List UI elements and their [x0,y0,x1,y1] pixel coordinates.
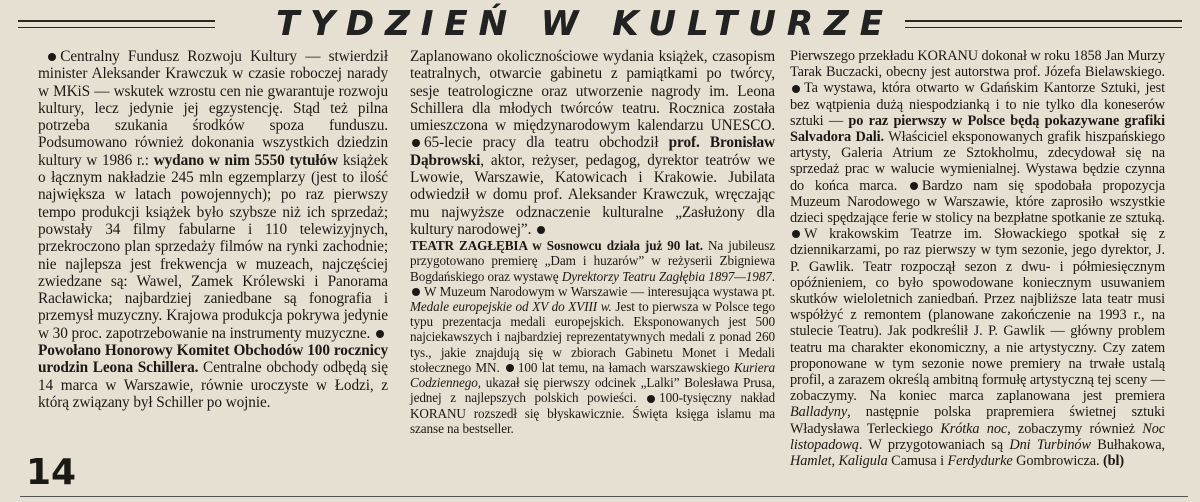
page-title: TYDZIEŃ W KULTURZE [276,4,894,44]
text: Centralny Fundusz Rozwoju Kultury — stwierdził minister Aleksander Krawczuk w czasie roboczej narady w MKiS — wskutek wzrostu cen nie gwarantuje rozwoju kultury, lecz jedynie jej egzystencję. Stąd też pilna potrzeba szukania środków spoza funduszu. Podsumowano również dokonania wszystkich dziedzin kultury w 1986 r.: [38,48,388,169]
text: Centralne obchody odbędą się 14 marca w Warszawie, równie uroczyste w Łodzi, z którą związany był Schiller po wojnie. [38,359,388,411]
text: Gombrowicza. [1012,453,1103,470]
italic-text: Balladyny [790,404,848,421]
text: książek o łącznym nakładzie 245 mln egzemplarzy (jest to ilość największa w latach powojennych); po raz pierwszy tempo produkcji książek było szybsze niż ich sprzedaż; powstały 34 filmy fabularne i 110 telewizyjnych, przekroczono plan sprzedaży filmów na rynki zachodnie; nie najlepsza jest frekwencja w muzeach, najczęściej zwiedzane są: Wawel, Zamek Królewski i Panorama Racławicka; najbardziej zaniedbane są fonografia i przemysł muzyczny. Krajowa produkcja pokrywa jedynie w 30 proc. zapotrzebowanie na instrumenty muzyczne. [38,151,388,342]
italic-text: Krótka noc [940,420,1008,437]
article-column-1 [38,48,388,411]
text: Na jubileusz przygotowano premierę „Dam i huzarów” w reżyserii Zbigniewa Bogdańskiego oraz wystawę [410,238,775,284]
text: Camusa i [887,453,948,470]
bold-text: prof. Bronisław Dąbrowski [410,134,775,169]
text: Jest to pierwsza w Polsce tego typu prezentacja medali europejskich. Eksponowanych jest 500 najciekawszych i najbardziej reprezentatywnych medali z ponad 260 tys., jakie znajdują się w zbiorach Gabinetu Monet i Medali stołecznego MN. [410,299,776,375]
text: , [831,453,839,470]
header-rule-right [905,20,1182,28]
italic-text: Kuriera Codziennego [410,359,775,391]
text: Właściciel eksponowanych grafik hiszpańskiego artysty, Galeria Atrium ze Sztokholmu, zdecydował się na sprzedaż prac w walucie wymienialnej. Wystawa będzie czynna do końca marca. [790,129,1165,194]
text: Bardzo nam się spodobała propozycja Muzeum Narodowego w Warszawie, które zaprosiło wszystkie dzieci spędzające ferie w stolicy na bezpłatne spotkanie ze sztuką. [790,177,1165,227]
header-rule-left [18,20,215,28]
text: Ta wystawa, która otwarto w Gdańskim Kantorze Sztuki, jest bez wątpienia dużą niespodzianką i to nie tylko dla koneserów sztuki — [790,80,1165,129]
bullet-icon [792,230,800,238]
text: W Muzeum Narodowym w Warszawie — interesująca wystawa pt. [424,283,775,299]
text: Pierwszego przekładu KORANU dokonał w roku 1858 Jan Murzy Tarak Buczacki, obecny jest autorstwa prof. Józefa Bielawskiego. [790,48,1165,81]
bullet-icon [506,364,514,372]
text: Zaplanowano okolicznościowe wydania książek, czasopism teatralnych, otwarcie gabinetu z pamiątkami po twórcy, sesje teatrologiczne oraz utworzenie nagrody im. Leona Schillera dla młodych twórców teatru. Rocznica została umieszczona w międzynarodowym kalendarzu UNESCO. [410,48,775,135]
bullet-icon [412,139,420,147]
text: 100-tysięczny nakład KORANU rozszedł się błyskawicznie. Święta księga islamu ma szanse na bestseller. [410,390,775,436]
italic-text: Noc listopadową [790,420,1165,453]
text: . W przygotowaniach są [858,436,1010,453]
bullet-icon [412,288,420,296]
bold-text: po raz pierwszy w Polsce będą pokazywane grafiki Salvadora Dali. [790,112,1165,146]
bullet-icon [910,182,918,190]
bold-text: TEATR ZAGŁĘBIA w Sosnowcu działa już 90 lat. [410,238,703,254]
paragraph [38,48,388,411]
text: 65-lecie pracy dla teatru obchodził [424,134,669,152]
article-column-3 [790,48,1165,469]
bold-text: wydano w nim 5550 tytułów [153,151,339,169]
bottom-rule [20,496,1188,497]
bullet-icon [48,53,56,61]
text: , następnie polska prapremiera świetnej sztuki Władysława Terleckiego [790,404,1165,437]
italic-text: Medale europejskie od XV do XVIII w. [410,299,612,315]
text: W krakowskim Teatrze im. Słowackiego spotkał się z dziennikarzami, po raz pierwszy w tym sezonie, jego dyrektor, J. P. Gawlik. Teatr rozpoczął sezon z dwu- i półmiesięcznym opóźnieniem, co było spowodowane koniecznym usuwaniem skutków wieloletnich zaniedbań. Przez najbliższe lata teatr musi współżyć z remontem (planowane zakończenie na 1993 r., na stulecie Teatru). Jak podkreślił J. P. Gawlik — główny problem teatru ma charakter ekonomiczny, a nie artystyczny. Czy zatem proponowane w tym sezonie nowe premiery na trwałe ustalą profil, a zarazem określą ambitną formułę artystyczną tej sceny — zobaczymy. Na koniec marca zaplanowana jest premiera [790,226,1165,405]
italic-text: Dyrektorzy Teatru Zagłębia 1897—1987 [561,268,772,284]
text: , aktor, reżyser, pedagog, dyrektor teatrów we Lwowie, Warszawie, Katowicach i Krakowie. Jubilata odwiedził w domu prof. Aleksander Krawczuk, wręczając mu najwyższe odznaczenie kulturalne „Zasłużony dla kultury narodowej”. [410,151,775,238]
bullet-icon [537,226,545,234]
paragraph [410,48,775,436]
author-signature: (bl) [1102,453,1124,470]
text: Bułhakowa, [1090,436,1165,453]
italic-text: Hamlet [790,453,832,470]
text: 100 lat temu, na łamach warszawskiego [517,359,734,375]
italic-text: Dni Turbinów [1009,436,1091,453]
bullet-icon [792,85,800,93]
text: , ukazał się pierwszy odcinek „Lalki” Bolesława Prusa, jednej z najlepszych polskich powieści. [410,375,775,406]
text: . [771,268,775,284]
page-number: 14 [26,452,77,493]
bullet-icon [647,395,655,403]
section-header [0,0,1200,48]
paragraph [790,48,1165,469]
bullet-icon [376,330,384,338]
italic-text: Ferdydurke [947,453,1013,470]
text: , zobaczymy również [1007,420,1143,437]
article-column-2 [410,48,775,436]
bold-text: Powołano Honorowy Komitet Obchodów 100 rocznicy urodzin Leona Schillera. [38,342,388,377]
italic-text: Kaligula [838,453,888,470]
